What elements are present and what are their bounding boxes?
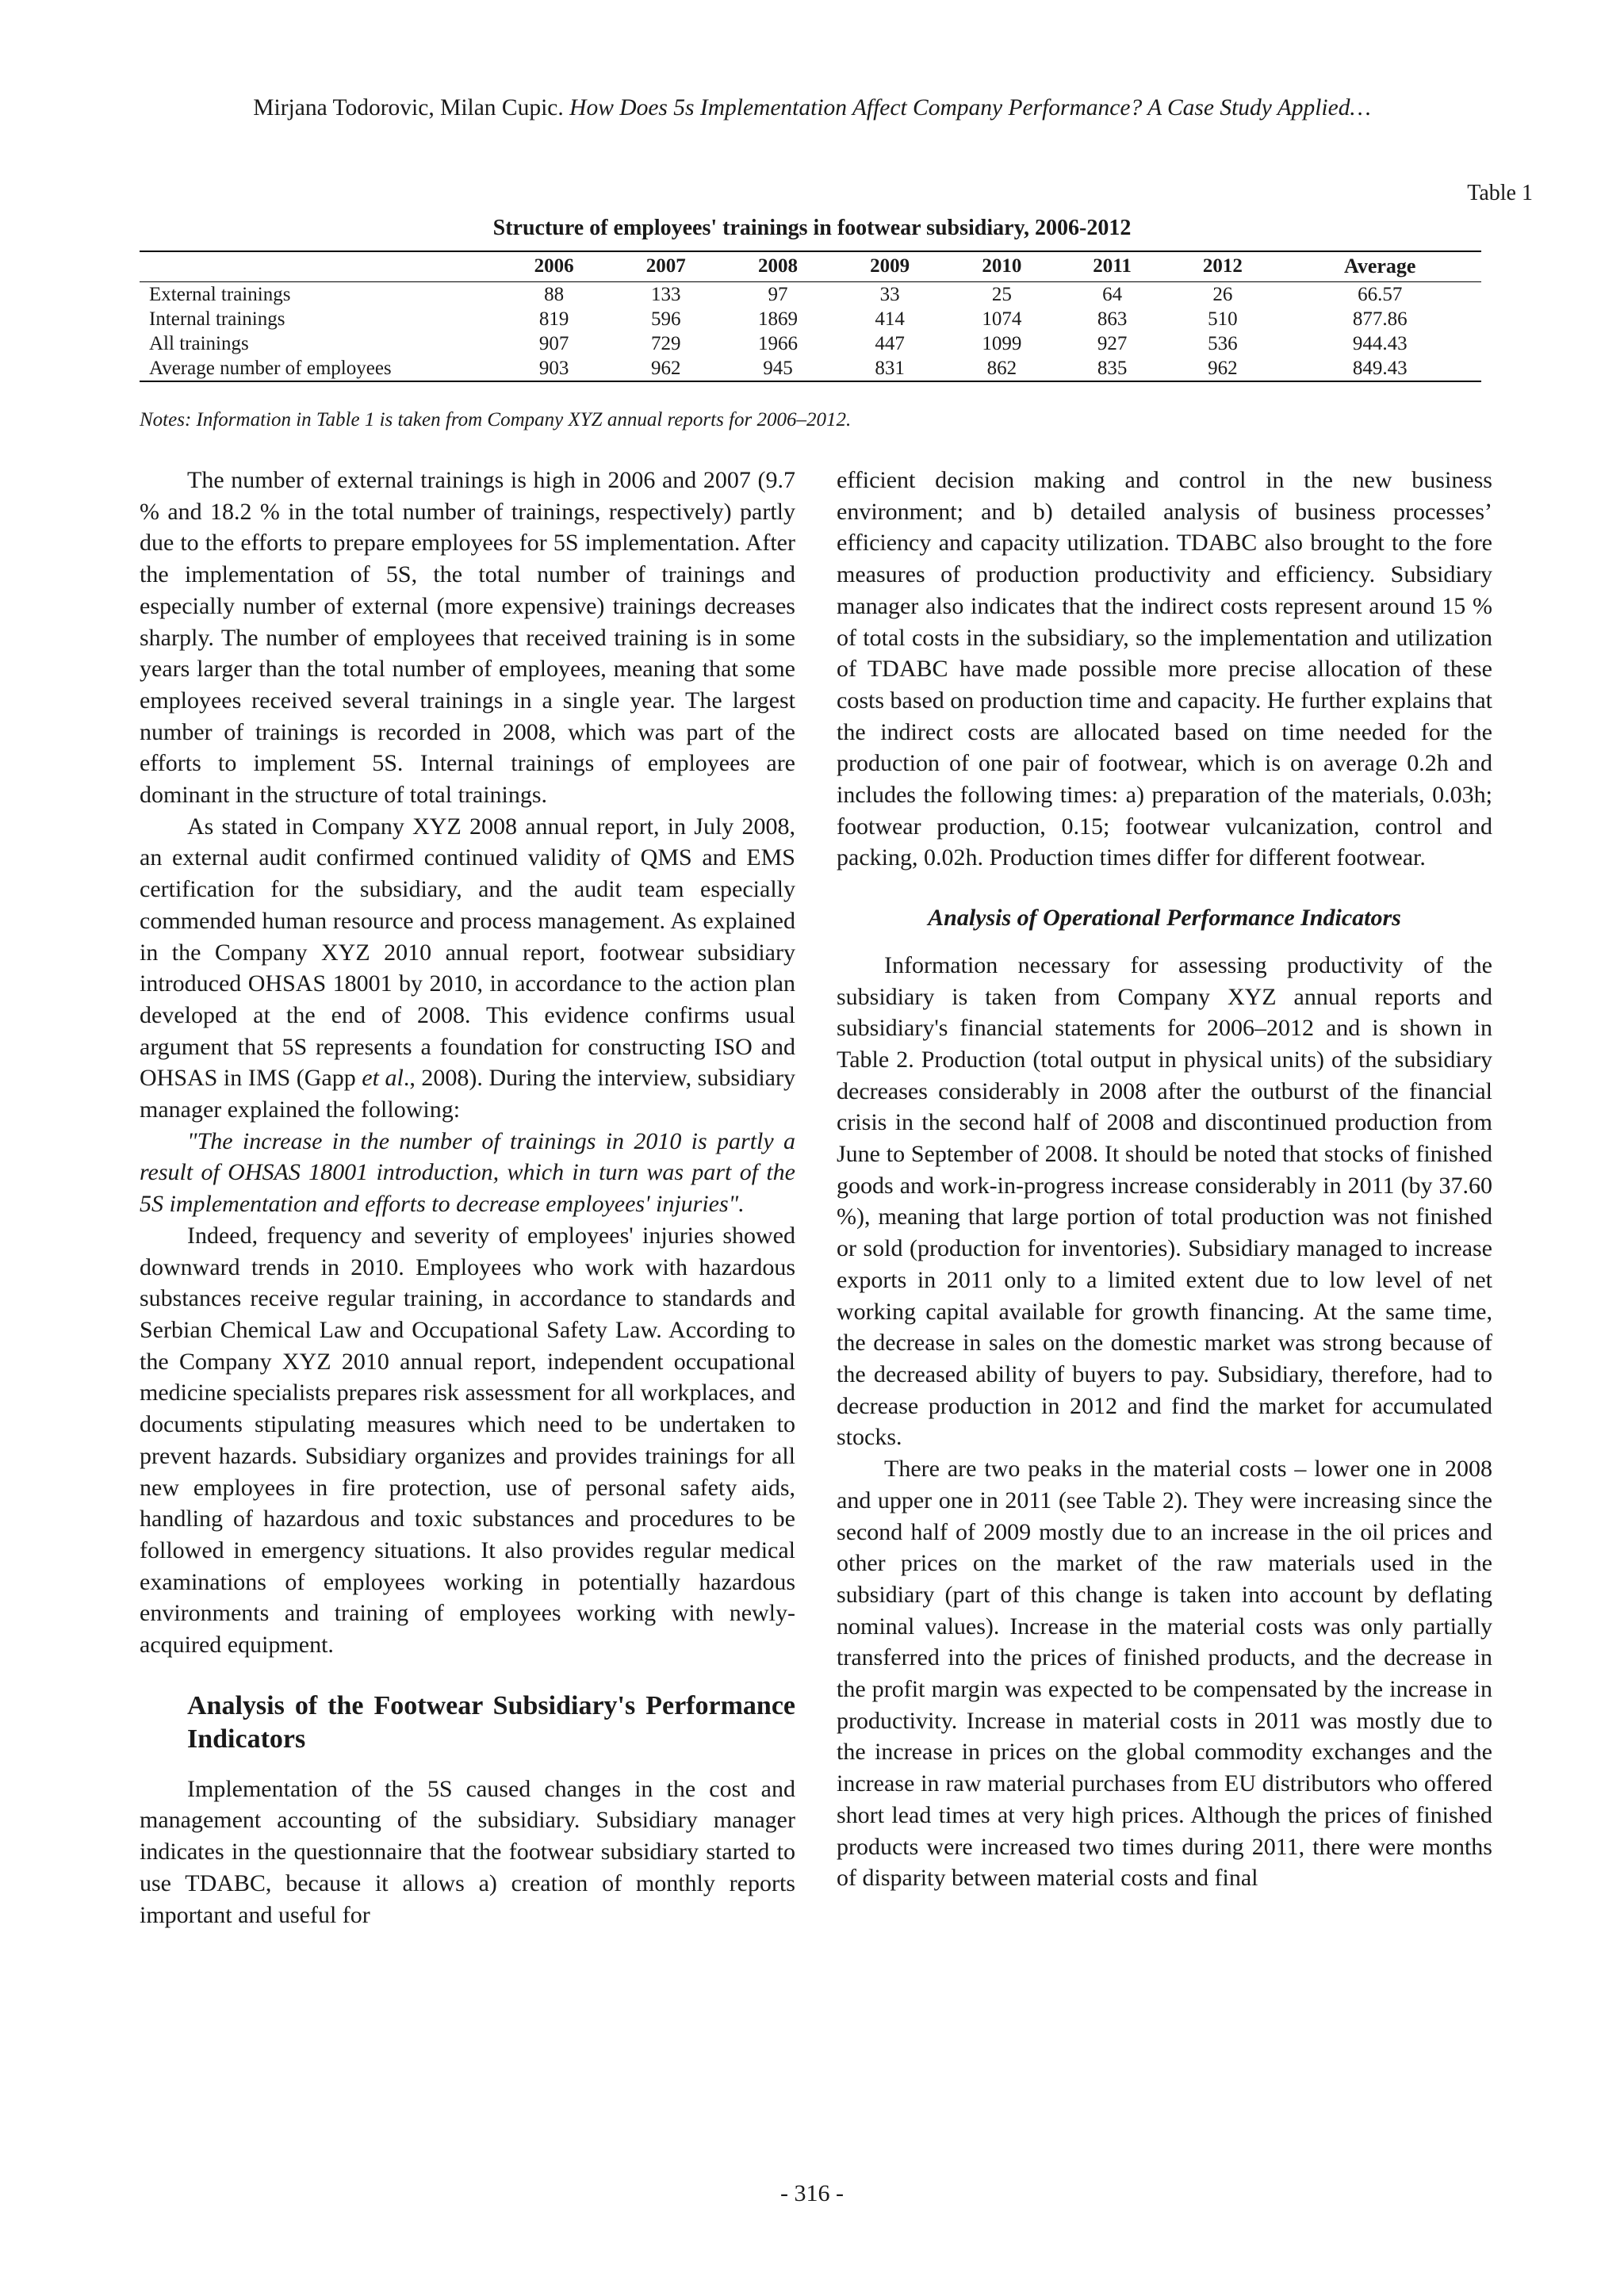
table-cell: 33 bbox=[879, 284, 900, 305]
table-header-cell bbox=[140, 251, 498, 282]
table-header-cell: 2006 bbox=[498, 251, 610, 282]
table-cell: 414 bbox=[875, 308, 905, 330]
table-header-cell: 2007 bbox=[610, 251, 722, 282]
table-row bbox=[140, 282, 1481, 308]
table-title: Structure of employees' trainings in footwear subsidiary, 2006-2012 bbox=[492, 216, 1132, 240]
left-column bbox=[140, 465, 795, 1931]
row-label: Average number of employees bbox=[140, 356, 498, 381]
paragraph bbox=[140, 811, 795, 1126]
table-cell: 64 bbox=[1102, 284, 1123, 305]
table-cell: 863 bbox=[1097, 308, 1128, 330]
table-header-cell: Average bbox=[1278, 251, 1481, 282]
table-row bbox=[140, 356, 1481, 381]
table-header-cell: 2011 bbox=[1058, 251, 1166, 282]
table-header-cell: 2009 bbox=[834, 251, 946, 282]
text-run: ., 2008). During the interview, subsidiary manager explained the following: bbox=[140, 1065, 795, 1123]
header-article-title: How Does 5s Implementation Affect Company Performance? A Case Study Applied… bbox=[569, 95, 1371, 121]
table-cell: 66.57 bbox=[1358, 284, 1403, 305]
paragraph: The number of external trainings is high in 2006 and 2007 (9.7 % and 18.2 % in the total number of trainings, respectively) partly due to the efforts to prepare employees for 5S implementation. After the implementation of 5S, the total number of trainings and especially number of external (more expensive) trainings decreases sharply. The number of employees that received training is in some years larger than the total number of employees, meaning that some employees received several trainings in a single year. The largest number of trainings is recorded in 2008, which was part of the efforts to implement 5S. Internal trainings of employees are dominant in the structure of total trainings. bbox=[140, 467, 795, 809]
table-cell: 945 bbox=[722, 356, 833, 381]
row-label: All trainings bbox=[149, 333, 249, 354]
header-authors: Mirjana Todorovic, Milan Cupic. bbox=[253, 95, 564, 121]
table-cell: 907 bbox=[538, 333, 569, 354]
table-label: Table 1 bbox=[1467, 181, 1533, 205]
table-cell: 536 bbox=[1208, 333, 1238, 354]
row-label: External trainings bbox=[149, 284, 291, 305]
table-cell: 26 bbox=[1212, 284, 1233, 305]
text-run: As stated in Company XYZ 2008 annual report, in July 2008, an external audit confirmed continued validity of QMS and EMS certification for the subsidiary, and the audit team especially commended human resource and process management. As explained in the Company XYZ 2010 annual report, footwear subsidiary introduced OHSAS 18001 by 2010, in accordance to the action plan developed at the end of 2008. This evidence confirms usual argument that 5S represents a foundation for constructing ISO and OHSAS in IMS (Gapp bbox=[140, 813, 795, 1092]
manager-quote: "The increase in the number of trainings in 2010 is partly a result of OHSAS 18001 introduction, which in turn was part of the 5S implementation and efforts to decrease employees' injuries". bbox=[140, 1127, 795, 1218]
table-cell: 819 bbox=[538, 308, 569, 330]
table-header-cell: 2010 bbox=[946, 251, 1058, 282]
paragraph: efficient decision making and control in the new business environment; and b) detailed analysis of business processes’ efficiency and capacity utilization. TDABC also brought to the fore measures of production productivity and efficiency. Subsidiary manager also indicates that the indirect costs represent around 15 % of total costs in the subsidiary, so the implementation and utilization of TDABC have made possible more precise allocation of these costs based on production time and capacity. He further explains that the indirect costs are allocated based on time needed for the production of one pair of footwear, which is on average 0.2h and includes the following times: a) preparation of the materials, 0.03h; footwear production, 0.15; footwear vulcanization, control and packing, 0.02h. Production times differ for different footwear. bbox=[837, 467, 1492, 871]
table-cell: 1074 bbox=[982, 308, 1022, 330]
table-cell: 877.86 bbox=[1352, 308, 1408, 330]
table-cell: 510 bbox=[1208, 308, 1238, 330]
subsection-heading: Analysis of Operational Performance Indicators bbox=[928, 905, 1401, 932]
table-cell: 1099 bbox=[982, 333, 1022, 354]
table-cell: 447 bbox=[875, 333, 905, 354]
table-cell: 133 bbox=[651, 284, 681, 305]
table-cell: 596 bbox=[651, 308, 681, 330]
table-cell: 88 bbox=[544, 284, 565, 305]
table-cell: 849.43 bbox=[1278, 356, 1481, 381]
paragraph: There are two peaks in the material costs – lower one in 2008 and upper one in 2011 (see Table 2). They were increasing since the second half of 2009 mostly due to an increase in the oil prices and other prices on the market of the raw materials used in the subsidiary (part of this change is taken into account by deflating nominal values). Increase in the material costs was only partially transferred into the prices of finished products, and the decrease in the profit margin was expected to be compensated by the increase in productivity. Increase in material costs in 2011 was mostly due to the increase in prices on the global commodity exchanges and the increase in raw material purchases from EU distributors who offered short lead times at very high prices. Although the prices of finished products were increased two times during 2011, there were months of disparity between material costs and final bbox=[837, 1456, 1492, 1892]
table-row bbox=[140, 331, 1481, 356]
table-header-row bbox=[140, 251, 1481, 282]
table-cell: 962 bbox=[1166, 356, 1278, 381]
table-cell: 862 bbox=[946, 356, 1058, 381]
page-number: - 316 - bbox=[780, 2180, 844, 2206]
paragraph: Indeed, frequency and severity of employees' injuries showed downward trends in 2010. Employees who work with hazardous substances receive regular training, in accordance to standards and Serbian Chemical Law and Occupational Safety Law. According to the Company XYZ 2010 annual report, independent occupational medicine specialists prepares risk assessment for all workplaces, and documents stipulating measures which need to be undertaken to prevent hazards. Subsidiary organizes and provides trainings for all new employees in fire protection, use of personal safety aids, handling of hazardous and toxic substances and procedures to be followed in emergency situations. It also provides regular medical examinations of employees working in potentially hazardous environments and training of employees working with newly-acquired equipment. bbox=[140, 1222, 795, 1659]
table-cell: 1966 bbox=[757, 333, 798, 354]
table-cell: 831 bbox=[834, 356, 946, 381]
trainings-table bbox=[140, 251, 1481, 382]
table-cell: 903 bbox=[498, 356, 610, 381]
running-header bbox=[0, 94, 1624, 122]
section-heading: Analysis of the Footwear Subsidiary's Performance Indicators bbox=[187, 1690, 795, 1754]
table-cell: 944.43 bbox=[1352, 333, 1408, 354]
row-label: Internal trainings bbox=[149, 308, 285, 330]
table-row bbox=[140, 307, 1481, 331]
table-cell: 835 bbox=[1058, 356, 1166, 381]
table-cell: 97 bbox=[768, 284, 788, 305]
table-header-cell: 2012 bbox=[1166, 251, 1278, 282]
citation-et-al: et al bbox=[362, 1065, 404, 1092]
table-notes: Notes: Information in Table 1 is taken from Company XYZ annual reports for 2006–2012. bbox=[140, 409, 852, 430]
table-cell: 962 bbox=[610, 356, 722, 381]
table-header-cell: 2008 bbox=[722, 251, 833, 282]
table-cell: 25 bbox=[991, 284, 1012, 305]
right-column bbox=[837, 465, 1492, 1894]
table-cell: 1869 bbox=[757, 308, 798, 330]
table-cell: 729 bbox=[651, 333, 681, 354]
paragraph: Information necessary for assessing productivity of the subsidiary is taken from Company XYZ annual reports and subsidiary's financial statements for 2006–2012 and is shown in Table 2. Production (total output in physical units) of the subsidiary decreases considerably in 2008 after the outburst of the financial crisis in the second half of 2008 and discontinued production from June to September of 2008. It should be noted that stocks of finished goods and work-in-progress increase considerably in 2011 (by 37.60 %), meaning that large portion of total production was not finished or sold (production for inventories). Subsidiary managed to increase exports in 2011 only to a limited extent due to low level of net working capital available for growth financing. At the same time, the decrease in sales on the domestic market was strong because of the decreased ability of buyers to pay. Subsidiary, therefore, had to decrease production in 2012 and find the market for accumulated stocks. bbox=[837, 951, 1492, 1451]
paragraph: Implementation of the 5S caused changes in the cost and management accounting of the subsidiary. Subsidiary manager indicates in the questionnaire that the footwear subsidiary started to use TDABC, because it allows a) creation of monthly reports important and useful for bbox=[140, 1775, 795, 1928]
table-cell: 927 bbox=[1097, 333, 1128, 354]
